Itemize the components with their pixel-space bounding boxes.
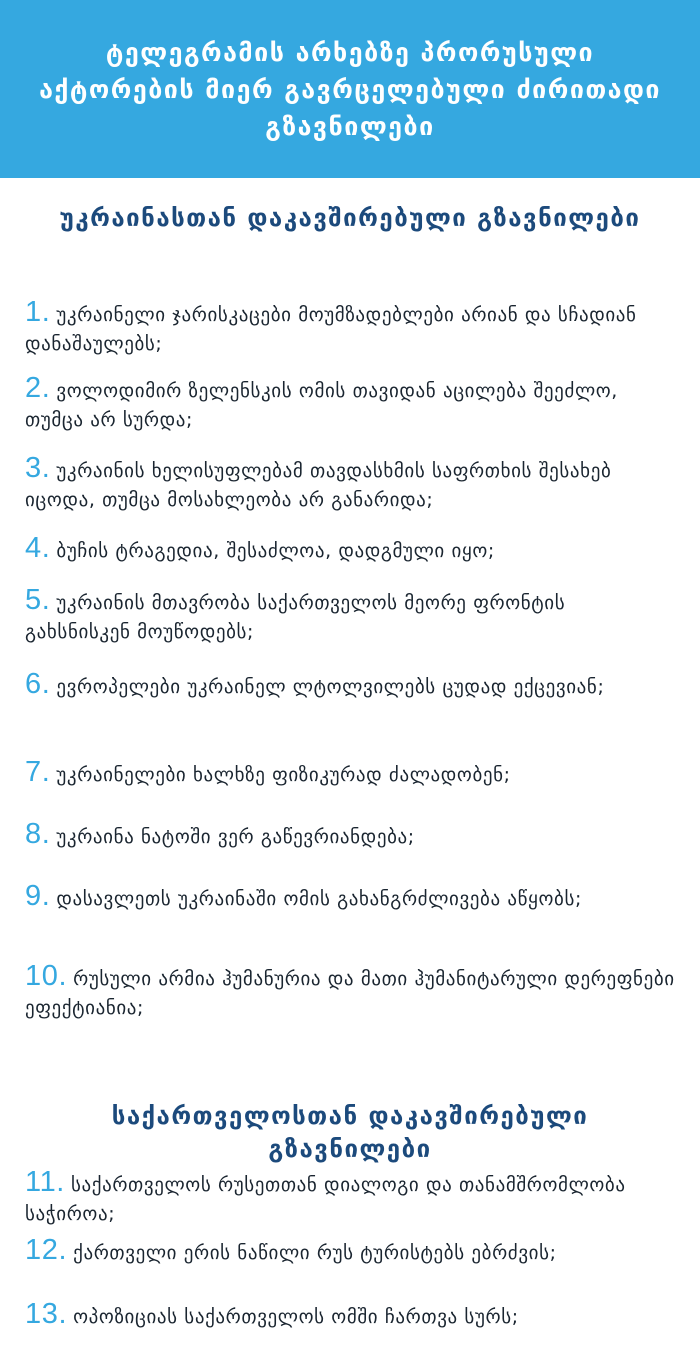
list-item [25,758,675,790]
item-number: 12. [25,1234,68,1266]
item-number: 11. [25,1166,65,1198]
item-text: უკრაინის მთავრობა საქართველოს მეორე ფრონტის გახსნისკენ მოუწოდებს; [25,592,566,643]
item-text: ბუჩის ტრაგედია, შესაძლოა, დადგმული იყო; [56,540,495,562]
list-item [25,454,675,515]
item-number: 13. [25,1298,68,1330]
item-text: დასავლეთს უკრაინაში ომის გახანგრძლივება აწყობს; [56,888,582,910]
item-number: 4. [25,532,51,564]
list-item [25,882,675,914]
item-text: უკრაინის ხელისუფლებამ თავდასხმის საფრთხის შესახებ იცოდა, თუმცა მოსახლეობა არ განარიდა; [25,460,612,511]
item-text: ევროპელები უკრაინელ ლტოლვილებს ცუდად ექცევიან; [56,676,605,698]
item-text: ვოლოდიმირ ზელენსკის ომის თავიდან აცილება შეეძლო, თუმცა არ სურდა; [25,380,618,431]
list-item [25,534,675,566]
item-text: უკრაინა ნატოში ვერ გაწევრიანდება; [56,826,415,848]
item-number: 5. [25,584,51,616]
list-item [25,298,675,359]
item-text: ოპოზიციას საქართველოს ომში ჩართვა სურს; [73,1306,519,1328]
item-text: საქართველოს რუსეთთან დიალოგი და თანამშრომლობა საჭიროა; [25,1174,626,1225]
item-number: 3. [25,452,51,484]
list-item [25,1236,675,1268]
list-item [25,1300,675,1332]
section-title-ukraine: უკრაინასთან დაკავშირებული გზავნილები [59,204,641,232]
item-number: 2. [25,372,51,404]
list-item [25,374,675,435]
item-number: 6. [25,668,51,700]
item-text: უკრაინელი ჯარისკაცები მოუმზადებლები არიან და სჩადიან დანაშაულებს; [25,304,637,355]
page-title: ტელეგრამის არხებზე პრორუსული აქტორების მიერ გავრცელებული ძირითადი გზავნილები [39,38,661,141]
item-text: რუსული არმია ჰუმანურია და მათი ჰუმანიტარული დერეფნები ეფექტიანია; [25,968,675,1019]
list-item [25,962,675,1023]
list-item [25,1168,675,1229]
item-text: უკრაინელები ხალხზე ფიზიკურად ძალადობენ; [56,764,511,786]
item-number: 7. [25,756,51,788]
list-item [25,670,675,702]
item-number: 1. [25,296,51,328]
section-title-georgia: საქართველოსთან დაკავშირებული გზავნილები [111,1102,589,1163]
header-banner [0,0,700,178]
item-number: 8. [25,818,51,850]
item-text: ქართველი ერის ნაწილი რუს ტურისტებს ებრძვის; [73,1242,557,1264]
list-item [25,820,675,852]
item-number: 10. [25,960,68,992]
list-item [25,586,675,647]
item-number: 9. [25,880,51,912]
